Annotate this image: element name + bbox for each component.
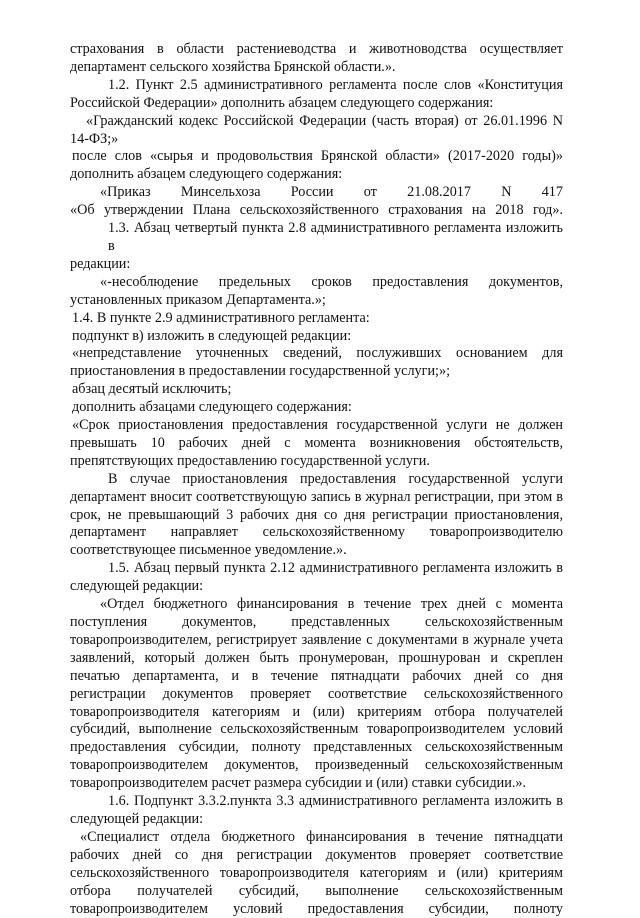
text-line: 14-ФЗ;»	[70, 131, 563, 149]
text-line: 1.5. Абзац первый пункта 2.12 административного регламента изложить в	[70, 560, 563, 578]
text-line: заявлений, который должен быть пронумерован, прошнурован и скреплен	[70, 650, 563, 668]
text-line: следующей редакции:	[70, 811, 563, 829]
text-line: товаропроизводителем условий предоставления субсидии, полноту	[70, 901, 563, 918]
document-page	[70, 41, 563, 918]
text-line: следующей редакции:	[70, 578, 563, 596]
text-line: приостановления в предоставлении государственной услуги;»;	[70, 363, 563, 381]
text-line: предоставления субсидии, полноту представленных сельскохозяйственным	[70, 739, 563, 757]
text-line: департамент направляет сельскохозяйственному товаропроизводителю	[70, 524, 563, 542]
text-line: подпункт в) изложить в следующей редакции:	[70, 328, 563, 346]
text-line: дополнить абзацами следующего содержания:	[70, 399, 563, 417]
text-line: товаропроизводителем расчет размера субсидии и (или) ставки субсидии.».	[70, 775, 563, 793]
text-line: департамент вносит соответствующую запись в журнал регистрации, при этом в	[70, 489, 563, 507]
document-body	[70, 41, 563, 918]
text-line: «-несоблюдение предельных сроков предоставления документов,	[70, 274, 563, 292]
text-line: превышать 10 рабочих дней с момента возникновения обстоятельств,	[70, 435, 563, 453]
text-line: «Специалист отдела бюджетного финансирования в течение пятнадцати	[70, 829, 563, 847]
text-line: печатью департамента, и в течение пятнадцати рабочих дней со дня	[70, 668, 563, 686]
text-line: поступления документов, представленных сельскохозяйственным	[70, 614, 563, 632]
text-line: «Срок приостановления предоставления государственной услуги не должен	[70, 417, 563, 435]
text-line: сельскохозяйственного товаропроизводителя категориям и (или) критериям	[70, 865, 563, 883]
text-line: товаропроизводителем, регистрирует заявление с документами в журнале учета	[70, 632, 563, 650]
text-line: «Отдел бюджетного финансирования в течение трех дней с момента	[70, 596, 563, 614]
text-line: абзац десятый исключить;	[70, 381, 563, 399]
text-line: рабочих дней со дня регистрации документов проверяет соответствие	[70, 847, 563, 865]
text-line: 1.4. В пункте 2.9 административного регламента:	[70, 310, 563, 328]
text-line: регистрации документов проверяет соответствие сельскохозяйственного	[70, 686, 563, 704]
text-line: товаропроизводителем документов, произведенный сельскохозяйственным	[70, 757, 563, 775]
text-line: страхования в области растениеводства и животноводства осуществляет	[70, 41, 563, 59]
text-line: «Приказ Минсельхоза России от 21.08.2017 N 417	[70, 184, 563, 202]
text-line: товаропроизводителя категориям и (или) критериям отбора получателей	[70, 704, 563, 722]
text-line: срок, не превышающий 3 рабочих дня со дня регистрации приостановления,	[70, 507, 563, 525]
text-line: 1.2. Пункт 2.5 административного регламента после слов «Конституция	[70, 77, 563, 95]
text-line: дополнить абзацем следующего содержания:	[70, 166, 563, 184]
text-line: препятствующих предоставлению государственной услуги.	[70, 453, 563, 471]
text-line: отбора получателей субсидий, выполнение сельскохозяйственным	[70, 883, 563, 901]
text-line: 1.3. Абзац четвертый пункта 2.8 административного регламента изложить в	[70, 220, 563, 256]
text-line: соответствующее письменное уведомление.».	[70, 542, 563, 560]
text-line: Российской Федерации» дополнить абзацем следующего содержания:	[70, 95, 563, 113]
text-line: после слов «сырья и продовольствия Брянской области» (2017-2020 годы)»	[70, 148, 563, 166]
text-line: 1.6. Подпункт 3.3.2.пункта 3.3 административного регламента изложить в	[70, 793, 563, 811]
text-line: департамент сельского хозяйства Брянской области.».	[70, 59, 563, 77]
text-line: редакции:	[70, 256, 563, 274]
text-line: субсидий, выполнение сельскохозяйственным товаропроизводителем условий	[70, 721, 563, 739]
text-line: «непредставление уточненных сведений, послуживших основанием для	[70, 345, 563, 363]
text-line: «Гражданский кодекс Российской Федерации (часть вторая) от 26.01.1996 N	[70, 113, 563, 131]
text-line: «Об утверждении Плана сельскохозяйственного страхования на 2018 год».	[70, 202, 563, 220]
text-line: В случае приостановления предоставления государственной услуги	[70, 471, 563, 489]
text-line: установленных приказом Департамента.»;	[70, 292, 563, 310]
